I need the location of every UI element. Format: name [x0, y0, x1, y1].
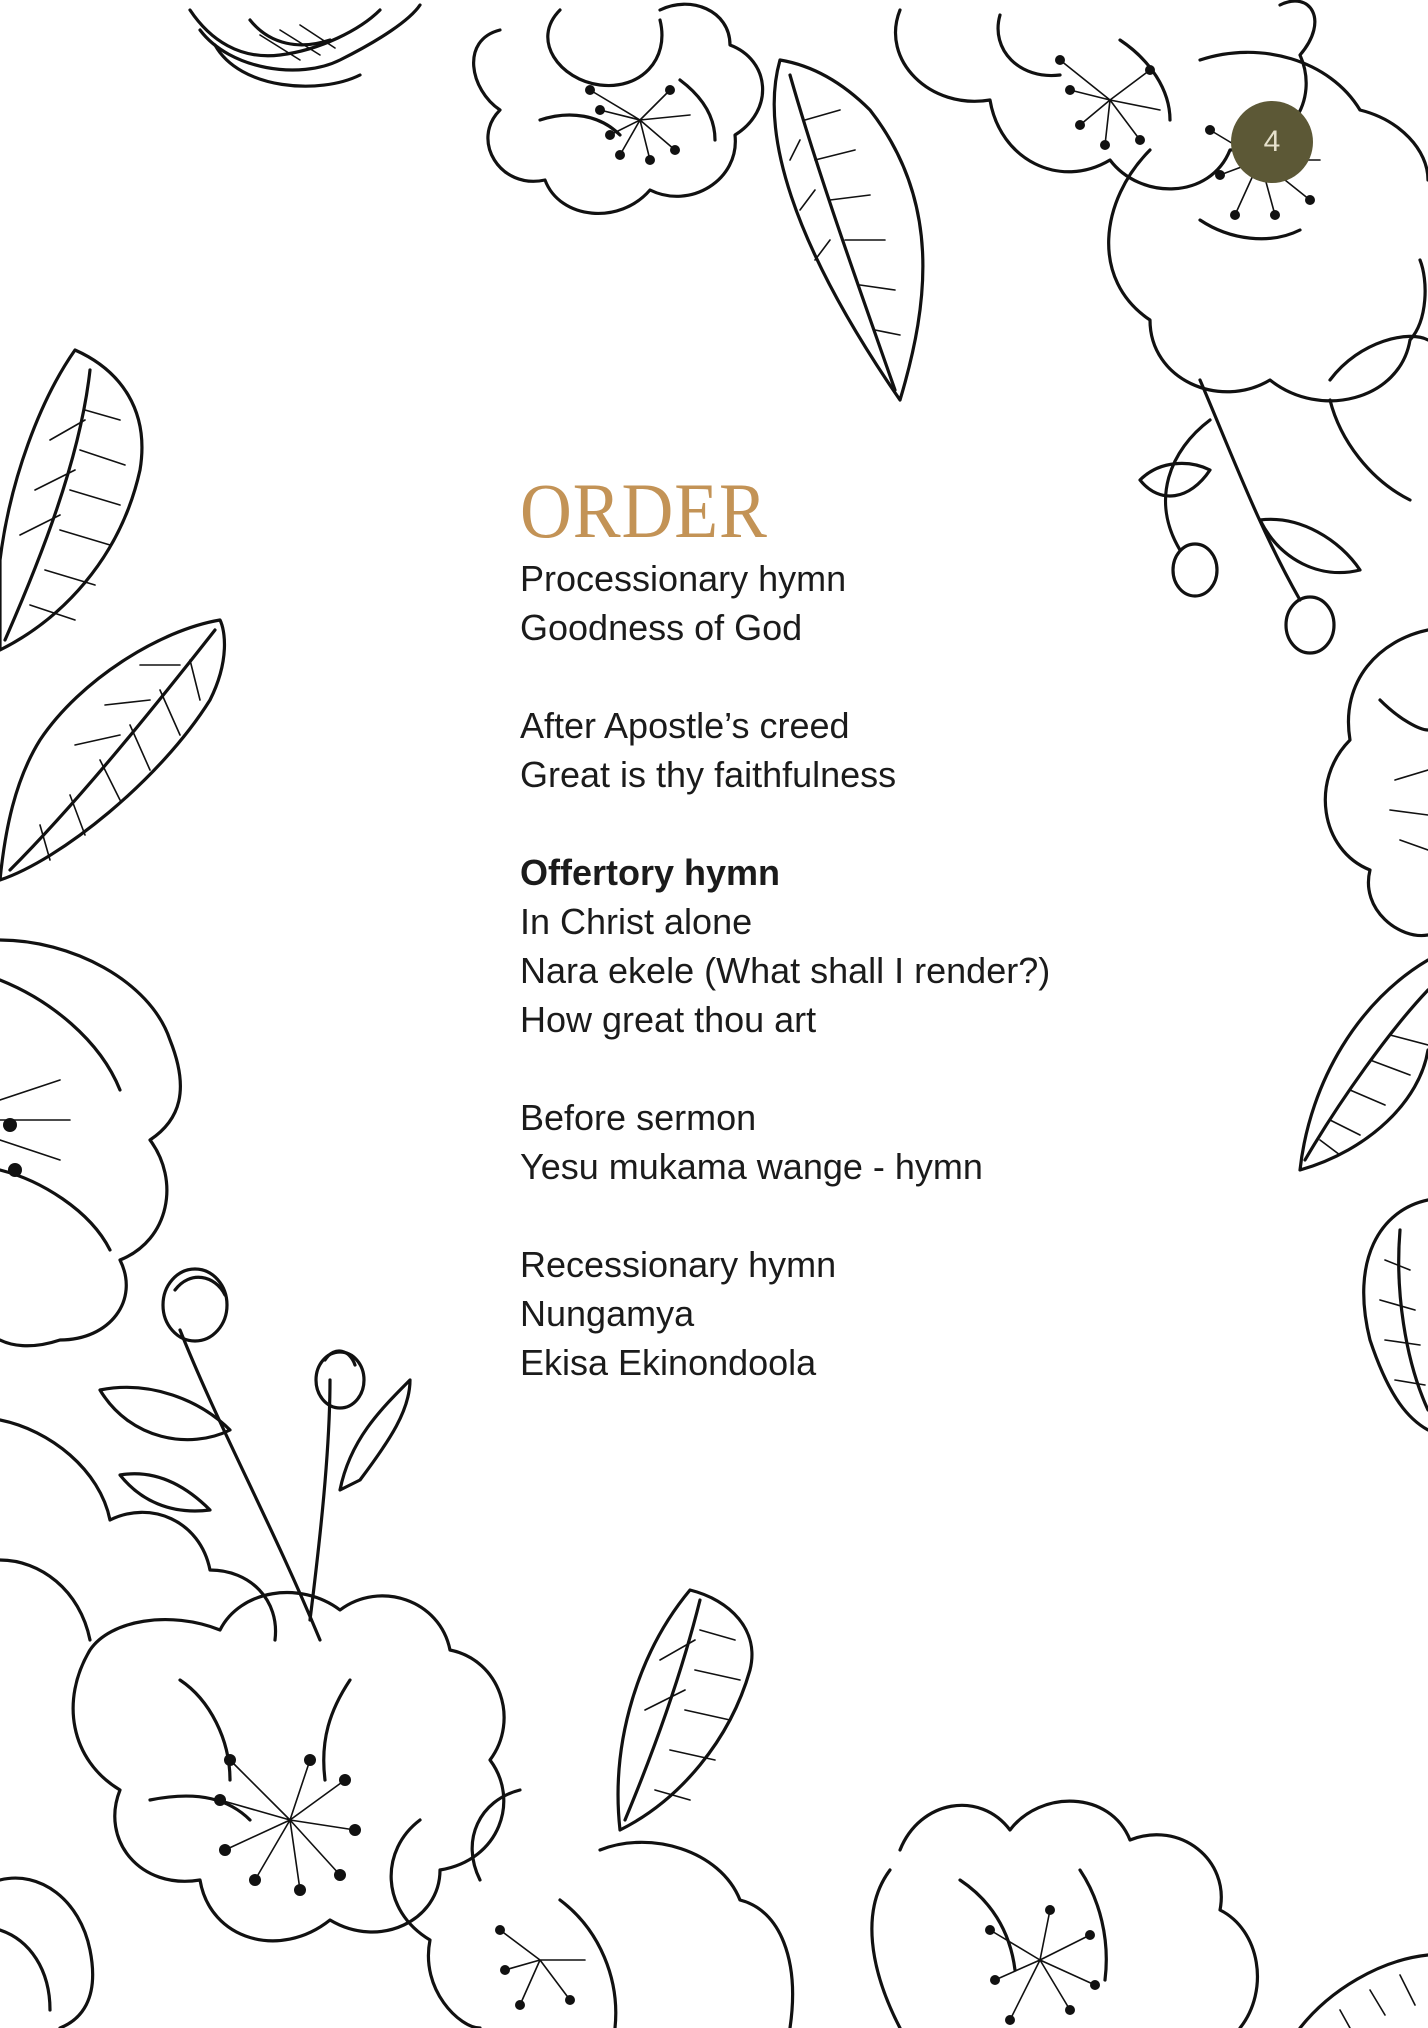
bottom-right-flower [872, 1801, 1258, 2028]
hymn-title: How great thou art [520, 999, 817, 1040]
page-title: ORDER [520, 467, 768, 554]
left-leaf-1 [0, 350, 142, 650]
section-heading: Processionary hymn [520, 558, 847, 599]
right-mid-flower [1325, 630, 1428, 936]
section-sermon [520, 1093, 1160, 1191]
page-number-badge: 4 [1231, 101, 1313, 183]
hymn-title: Nungamya [520, 1293, 695, 1334]
hymn-title: Nara ekele (What shall I render?) [520, 950, 1051, 991]
left-flower [0, 940, 180, 1346]
hymn-title: Yesu mukama wange - hymn [520, 1146, 983, 1187]
section-creed [520, 701, 1160, 799]
left-leaf-2 [0, 620, 224, 880]
hymn-title: Great is thy faithfulness [520, 754, 897, 795]
bottom-left-flower [0, 1420, 504, 1941]
section-heading: Offertory hymn [520, 852, 781, 893]
section-processional [520, 554, 1160, 652]
right-leaf-1 [1300, 960, 1428, 1170]
hymn-title: Ekisa Ekinondoola [520, 1342, 817, 1383]
bottom-center-flower [391, 1790, 792, 2028]
section-heading: Recessionary hymn [520, 1244, 837, 1285]
section-offertory [520, 848, 1160, 1044]
bottom-center-leaf [618, 1590, 752, 1830]
section-heading: Before sermon [520, 1097, 757, 1138]
top-center-flower [474, 4, 763, 213]
top-leaf [774, 60, 923, 400]
hymn-title: In Christ alone [520, 901, 753, 942]
section-heading: After Apostle’s creed [520, 705, 850, 746]
bottom-right-leaf [1300, 1955, 1428, 2028]
section-recessional [520, 1240, 1160, 1387]
order-of-service [520, 467, 1160, 1436]
bottom-left-petals [0, 1878, 93, 2028]
hymn-title: Goodness of God [520, 607, 803, 648]
right-leaf-2 [1364, 1200, 1428, 1430]
top-left-flower [190, 5, 420, 86]
